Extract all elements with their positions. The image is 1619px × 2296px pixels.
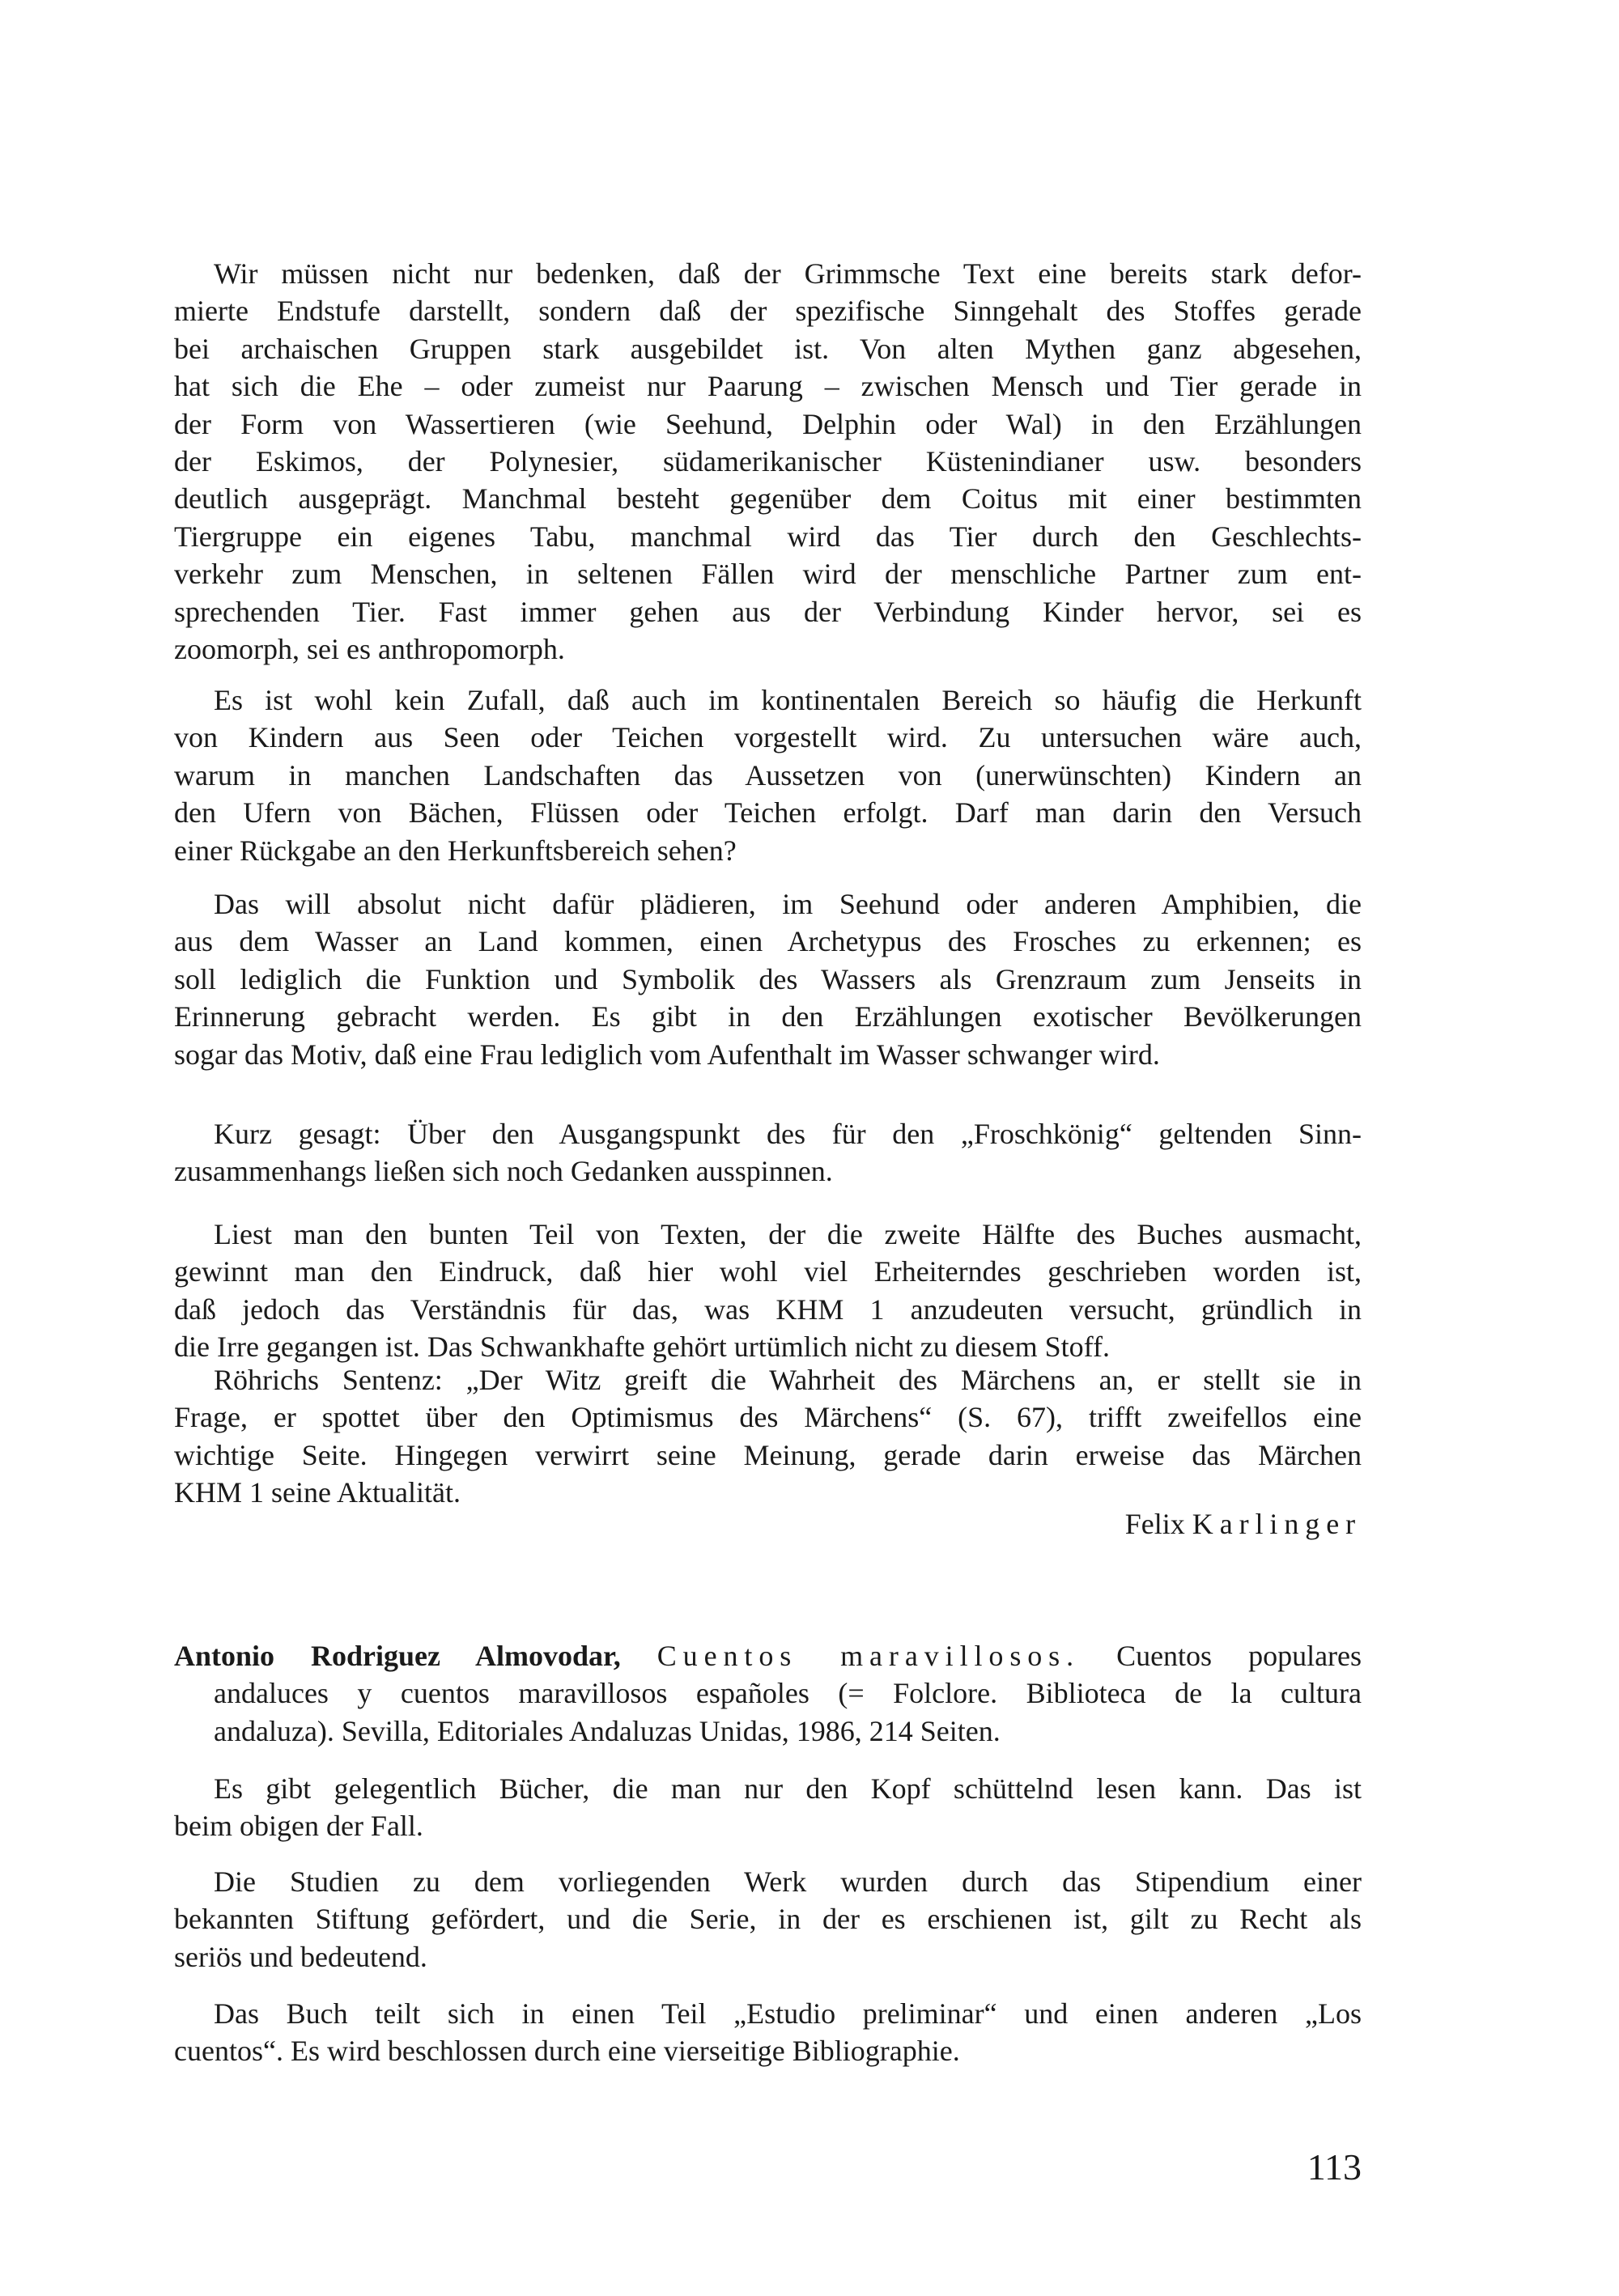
text-line: verkehr zum Menschen, in seltenen Fällen wird der menschliche Partner zum ent-: [174, 558, 1362, 591]
text-line: KHM 1 seine Aktualität.: [174, 1476, 461, 1509]
text-line: bei archaischen Gruppen stark ausgebildet ist. Von alten Mythen ganz abgesehen,: [174, 332, 1362, 365]
text-line: Röhrichs Sentenz: „Der Witz greift die Wahrheit des Märchens an, er stellt sie in: [214, 1364, 1362, 1396]
text-line: der Form von Wassertieren (wie Seehund, Delphin oder Wal) in den Erzählungen: [174, 407, 1362, 440]
bibliographic-citation: [174, 1637, 1362, 1750]
text-line: einer Rückgabe an den Herkunftsbereich sehen?: [174, 834, 737, 867]
paragraph: [174, 1216, 1362, 1366]
text-line: Kurz gesagt: Über den Ausgangspunkt des für den „Froschkönig“ geltenden Sinn-: [214, 1118, 1362, 1150]
text-line: von Kindern aus Seen oder Teichen vorgestellt wird. Zu untersuchen wäre auch,: [174, 721, 1362, 754]
citation-line: [174, 1637, 1362, 1674]
text-line: sogar das Motiv, daß eine Frau lediglich vom Aufenthalt im Wasser schwanger wird.: [174, 1038, 1160, 1071]
text-line: Das Buch teilt sich in einen Teil „Estudio preliminar“ und einen anderen „Los: [214, 1997, 1362, 2030]
citation-line: andaluces y cuentos maravillosos españoles (= Folclore. Biblioteca de la cultura: [214, 1677, 1362, 1710]
signature-first-name: Felix: [1124, 1508, 1185, 1540]
reviewer-signature: [1125, 1505, 1362, 1543]
text-line: Tiergruppe ein eigenes Tabu, manchmal wird das Tier durch den Geschlechts-: [174, 520, 1362, 553]
text-line: Wir müssen nicht nur bedenken, daß der Grimmsche Text eine bereits stark defor-: [214, 257, 1362, 290]
citation-author: Antonio Rodriguez Almovodar,: [174, 1640, 621, 1672]
text-line: soll lediglich die Funktion und Symbolik des Wassers als Grenzraum zum Jenseits in: [174, 962, 1362, 995]
text-line: gewinnt man den Eindruck, daß hier wohl viel Erheiterndes geschrieben worden ist,: [174, 1255, 1362, 1288]
text-line: Es gibt gelegentlich Bücher, die man nur den Kopf schüttelnd lesen kann. Das ist: [214, 1772, 1362, 1805]
text-line: daß jedoch das Verständnis für das, was KHM 1 anzudeuten versucht, gründlich in: [174, 1292, 1362, 1326]
paragraph: [174, 1770, 1362, 1845]
citation-subtitle: Cuentos populares: [1116, 1640, 1362, 1672]
text-line: cuentos“. Es wird beschlossen durch eine vierseitige Bibliographie.: [174, 2035, 960, 2068]
text-line: Die Studien zu dem vorliegenden Werk wurden durch das Stipendium einer: [214, 1865, 1362, 1898]
paragraph: [174, 1115, 1362, 1190]
text-line: zusammenhangs ließen sich noch Gedanken ausspinnen.: [174, 1155, 833, 1188]
text-line: hat sich die Ehe – oder zumeist nur Paarung – zwischen Mensch und Tier gerade in: [174, 370, 1362, 403]
text-line: Es ist wohl kein Zufall, daß auch im kontinentalen Bereich so häufig die Herkunft: [214, 684, 1362, 716]
text-line: Frage, er spottet über den Optimismus des Märchens“ (S. 67), trifft zweifellos eine: [174, 1401, 1362, 1434]
citation-title: Cuentos maravillosos.: [657, 1640, 1081, 1672]
paragraph: [174, 255, 1362, 668]
text-line: Das will absolut nicht dafür plädieren, im Seehund oder anderen Amphibien, die: [214, 888, 1362, 920]
text-line: deutlich ausgeprägt. Manchmal besteht gegenüber dem Coitus mit einer bestimmten: [174, 482, 1362, 516]
text-line: Liest man den bunten Teil von Texten, der die zweite Hälfte des Buches ausmacht,: [214, 1218, 1362, 1250]
text-line: der Eskimos, der Polynesier, südamerikanischer Küstenindianer usw. besonders: [174, 444, 1362, 477]
text-line: aus dem Wasser an Land kommen, einen Archetypus des Frosches zu erkennen; es: [174, 925, 1362, 958]
citation-line: andaluza). Sevilla, Editoriales Andaluzas Unidas, 1986, 214 Seiten.: [214, 1714, 1001, 1747]
text-line: bekannten Stiftung gefördert, und die Serie, in der es erschienen ist, gilt zu Recht als: [174, 1903, 1362, 1936]
text-line: sprechenden Tier. Fast immer gehen aus der Verbindung Kinder hervor, sei es: [174, 595, 1362, 628]
signature-last-name: Karlinger: [1192, 1508, 1362, 1540]
text-line: beim obigen der Fall.: [174, 1810, 423, 1843]
text-line: zoomorph, sei es anthropomorph.: [174, 632, 565, 665]
text-line: den Ufern von Bächen, Flüssen oder Teichen erfolgt. Darf man darin den Versuch: [174, 796, 1362, 830]
text-line: warum in manchen Landschaften das Aussetzen von (unerwünschten) Kindern an: [174, 758, 1362, 792]
page-number: 113: [1307, 2146, 1362, 2188]
paragraph: [174, 1995, 1362, 2070]
text-line: seriös und bedeutend.: [174, 1940, 427, 1973]
text-line: mierte Endstufe darstellt, sondern daß der spezifische Sinngehalt des Stoffes gerade: [174, 295, 1362, 328]
paragraph: [174, 681, 1362, 869]
text-line: wichtige Seite. Hingegen verwirrt seine Meinung, gerade darin erweise das Märchen: [174, 1438, 1362, 1471]
paragraph: [174, 885, 1362, 1073]
text-line: die Irre gegangen ist. Das Schwankhafte gehört urtümlich nicht zu diesem Stoff.: [174, 1330, 1111, 1364]
paragraph: [174, 1863, 1362, 1976]
text-line: Erinnerung gebracht werden. Es gibt in den Erzählungen exotischer Bevölkerungen: [174, 1000, 1362, 1033]
paragraph: [174, 1361, 1362, 1512]
